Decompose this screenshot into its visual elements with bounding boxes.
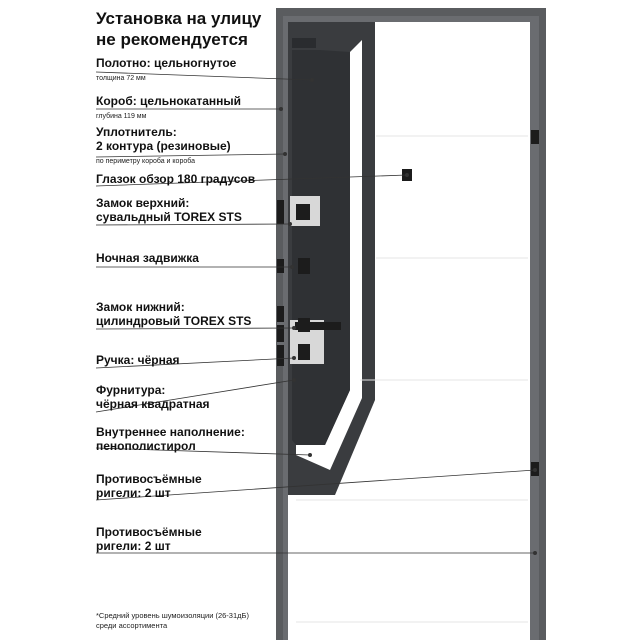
- night-latch-icon: [298, 258, 310, 274]
- feature-anti-removal-1-label-2: ригели: 2 шт: [96, 486, 171, 500]
- lower-lock-bolts: [277, 306, 284, 366]
- feature-lower-lock-label-1: Замок нижний:: [96, 300, 185, 314]
- feature-handle-label: Ручка: чёрная: [96, 353, 180, 367]
- feature-upper-lock-label-1: Замок верхний:: [96, 196, 190, 210]
- lower-lock-bolt-gap1: [277, 322, 284, 325]
- upper-lock-bolt: [277, 200, 284, 224]
- cylinder-icon: [298, 344, 310, 360]
- feature-seal-label-2: 2 контура (резиновые): [96, 139, 231, 153]
- feature-peephole-label: Глазок обзор 180 градусов: [96, 172, 256, 186]
- feature-frame-sub: глубина 119 мм: [96, 113, 147, 120]
- title-line-2: не рекомендуется: [96, 30, 248, 49]
- footnote: [96, 611, 249, 631]
- hinge-top: [531, 130, 539, 144]
- feature-filling-label-2: пенополистирол: [96, 439, 196, 453]
- feature-frame-label: Короб: цельнокатанный: [96, 94, 242, 108]
- top-notch: [292, 38, 316, 48]
- night-latch-bolt: [277, 259, 284, 273]
- feature-seal-sub: по периметру короба и короба: [96, 158, 195, 165]
- feature-fittings-label-2: чёрная квадратная: [96, 397, 210, 411]
- feature-anti-removal-2-label-1: Противосъёмные: [96, 525, 202, 539]
- title-line-1: Установка на улицу: [96, 9, 262, 28]
- lower-lock-bolt-gap2: [277, 342, 284, 345]
- handle-rosette: [298, 318, 310, 332]
- feature-night-latch-label: Ночная задвижка: [96, 251, 199, 265]
- footnote-line-1: *Средний уровень шумоизоляции (26-31дБ): [96, 611, 249, 620]
- feature-filling-label-1: Внутреннее наполнение:: [96, 425, 245, 439]
- footnote-line-2: среди ассортимента: [96, 621, 168, 630]
- feature-fittings-label-1: Фурнитура:: [96, 383, 166, 397]
- page-title: [96, 8, 261, 50]
- feature-leaf-sub: толщина 72 мм: [96, 75, 146, 82]
- feature-leaf-label: Полотно: цельногнутое: [96, 56, 237, 70]
- decor-panel-inner: [292, 50, 350, 445]
- feature-seal-label-1: Уплотнитель:: [96, 125, 177, 139]
- feature-anti-removal-1-label-1: Противосъёмные: [96, 472, 202, 486]
- upper-lock-icon: [296, 204, 310, 220]
- feature-upper-lock-label-2: сувальдный TOREX STS: [96, 210, 242, 224]
- feature-lower-lock-label-2: цилиндровый TOREX STS: [96, 314, 252, 328]
- feature-anti-removal-2-label-2: ригели: 2 шт: [96, 539, 171, 553]
